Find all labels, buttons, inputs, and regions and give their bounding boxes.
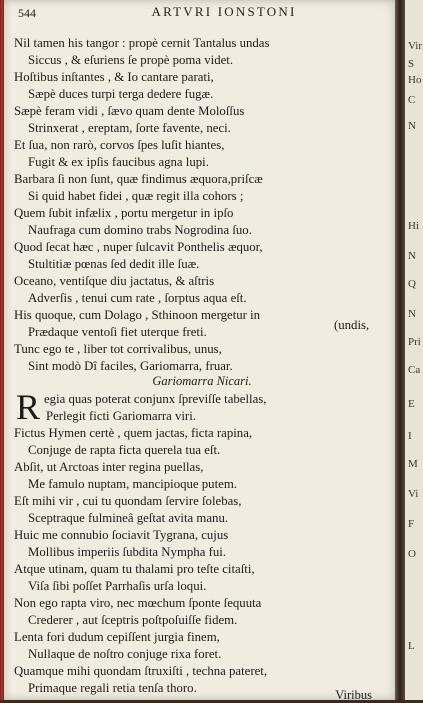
- poem-title: Gariomarra Nicari.: [152, 374, 252, 388]
- facing-fragment: I: [408, 430, 412, 442]
- poem-line: Primaque regali retia tenſa thoro.: [28, 681, 197, 695]
- facing-fragment: Vir: [408, 40, 423, 52]
- poem-line: Fictus Hymen certè , quem jactas, ficta rapina,: [14, 426, 253, 440]
- poem-line: Mollibus imperiis ſubdita Nympha fui.: [28, 545, 226, 559]
- poem-line: Nil tamen his tangor : propè cernit Tantalus undas: [14, 36, 270, 50]
- book-gutter: [395, 0, 405, 700]
- facing-fragment: O: [408, 548, 416, 560]
- facing-fragment: L: [408, 640, 415, 652]
- poem-line: Siccus , & eſuriens ſe propè poma videt.: [28, 53, 234, 67]
- facing-page: [405, 0, 423, 700]
- facing-fragment: S: [408, 58, 415, 70]
- poem-line: Quem ſubit infælix , portu mergetur in ipſo: [14, 206, 234, 220]
- poem-line: Fugit & ex ipſis faucibus agna lupi.: [28, 155, 209, 169]
- poem-line: Viſa ſibi poſſet Parrhaſis urſa loqui.: [28, 579, 207, 593]
- poem-line: Sæpè duces turpi terga dedere fugæ.: [28, 87, 214, 101]
- page-number: 544: [18, 6, 36, 20]
- facing-fragment: N: [408, 308, 416, 320]
- poem-line: Naufraga cum domino trabs Nogrodina ſuo.: [28, 223, 252, 237]
- facing-fragment: M: [408, 458, 418, 470]
- book-page: [4, 0, 400, 700]
- poem-line: Crederer , aut ſceptris poſtpoſuiſſe fidem.: [28, 613, 238, 627]
- poem-line: Sæpè feram vidi , ſævo quam dente Moloſſus: [14, 104, 245, 118]
- poem-line: Quod ſecat hæc , nuper ſulcavit Ponthelis æquor,: [14, 240, 263, 254]
- poem-line: Quamque mihi quondam ſtruxiſti , techna pateret,: [14, 664, 268, 678]
- poem-line: Nullaque de noſtro conjuge rixa foret.: [28, 647, 222, 661]
- catchword: Viribus: [335, 688, 372, 702]
- poem-line: Conjuge de rapta ficta querela tua eſt.: [28, 443, 221, 457]
- facing-fragment: F: [408, 518, 415, 530]
- poem-line: Non ego rapta viro, nec mœchum ſponte ſequuta: [14, 596, 262, 610]
- poem-line: Prædaque ventoſi fiet uterque freti.: [28, 325, 207, 339]
- facing-fragment: Ho: [408, 74, 422, 86]
- poem-line-turnover: (undis,: [334, 318, 370, 332]
- poem-line: Lenta fori dudum cepiſſent jurgia finem,: [14, 630, 220, 644]
- facing-fragment: C: [408, 94, 416, 106]
- facing-fragment: Pri: [408, 336, 421, 348]
- poem-text: [4, 0, 400, 700]
- facing-fragment: E: [408, 398, 415, 410]
- poem-line: Barbara ſi non ſunt, quæ findimus æquora,priſcæ: [14, 172, 263, 186]
- poem-line: Sint modò Dî faciles, Gariomarra, fruar.: [28, 359, 233, 373]
- poem-line: Huic me connubio ſociavit Tygrana, cujus: [14, 528, 229, 542]
- facing-fragment: N: [408, 250, 416, 262]
- poem-line: Tunc ego te , liber tot corrivalibus, unus,: [14, 342, 222, 356]
- facing-fragment: Ca: [408, 364, 421, 376]
- poem-line: Strinxerat , ereptam, ſorte favente, neci.: [28, 121, 231, 135]
- poem-line: His quoque, cum Dolago , Sthinoon mergetur in: [14, 308, 261, 322]
- poem-line: Abſit, ut Arctoas inter regina puellas,: [14, 460, 204, 474]
- poem-line: Si quid habet fidei , quæ regit illa cohors ;: [28, 189, 244, 203]
- poem-line: Me famulo nuptam, mancipioque putem.: [28, 477, 237, 491]
- poem-line: egia quas poterat conjunx ſpreviſſe tabellas,: [44, 392, 267, 406]
- poem-line: Adverſis , tenui cum rate , ſorptus aqua eſt.: [28, 291, 247, 305]
- facing-fragment: Hi: [408, 220, 419, 232]
- poem-line: Atque utinam, quam tu thalami pro teſte citaſti,: [14, 562, 255, 576]
- poem-line: Sceptraque fulmineâ geſtat avita manu.: [28, 511, 229, 525]
- poem-line: Hoſtibus inſtantes , & Io cantare parati,: [14, 70, 214, 84]
- facing-fragment: N: [408, 120, 416, 132]
- running-head: ARTVRI IONSTONI: [151, 4, 297, 19]
- poem-line: Stultitiæ pœnas ſed dedit ille ſuæ.: [28, 257, 200, 271]
- facing-fragment: Vi: [408, 488, 419, 500]
- poem-line: Eſt mihi vir , cui tu quondam ſervire ſolebas,: [14, 494, 242, 508]
- drop-cap: R: [16, 387, 41, 427]
- poem-line: Perlegit ficti Gariomarra viri.: [46, 409, 196, 423]
- poem-line: Oceano, ventiſque diu jactatus, & aſtris: [14, 274, 215, 288]
- facing-fragment: Q: [408, 278, 416, 290]
- poem-line: Et ſua, non rarò, corvos ſpes luſit hiantes,: [14, 138, 225, 152]
